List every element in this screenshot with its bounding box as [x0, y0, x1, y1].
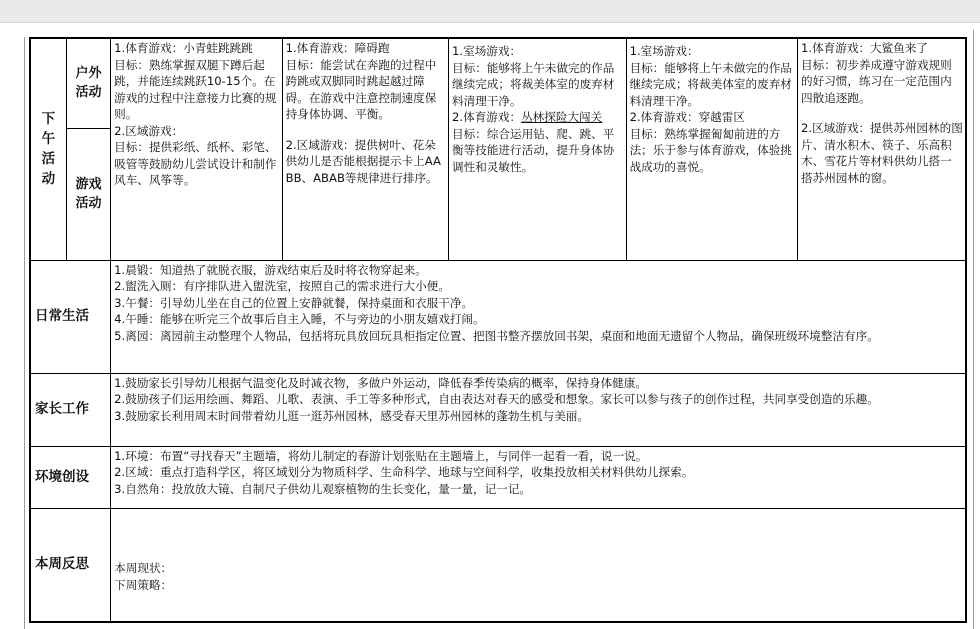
reflection-label: 本周反思	[30, 508, 111, 622]
environment-row	[30, 446, 966, 508]
outdoor-activity-label: 户外 活动	[66, 38, 110, 128]
afternoon-day-5: 1.体育游戏：大鲨鱼来了 目标：初步养成遵守游戏规则的好习惯，练习在一定范围内四散追逐跑。 2.区域游戏：提供苏州园林的图片、清水积木、筷子、乐高积木、雪花片等材料供幼儿搭一搭苏州园林的窗。	[798, 38, 966, 260]
jungle-game-link[interactable]: 丛林探险大闯关	[521, 110, 603, 124]
reflection-content	[111, 508, 966, 622]
afternoon-day-3: 1.室场游戏： 目标：能够将上午未做完的作品继续完成；将裁美体室的废弃材料清理干净。 2.体育游戏：丛林探险大闯关 目标：综合运用钻、爬、跳、平衡等技能进行活动，提升身体协调性和灵敏性。	[449, 38, 627, 260]
next-strategy-label: 下周策略：	[114, 577, 173, 592]
daily-life-content: 1.晨锻：知道热了就脱衣服，游戏结束后及时将衣物穿起来。 2.盥洗入厕：有序排队进入盥洗室，按照自己的需求进行大小便。 3.午餐：引导幼儿坐在自己的位置上安静就餐，保持桌面和衣服干净。 4.午睡：能够在听完三个故事后自主入睡，不与旁边的小朋友嬉戏打闹。 5.离园：离园前主动整理个人物品，包括将玩具放回玩具柜指定位置、把图书整齐摆放回书架，桌面和地面无遗留个人物品，确保班级环境整洁有序。	[111, 260, 966, 373]
parents-label: 家长工作	[30, 373, 111, 446]
afternoon-day-1: 1.体育游戏：小青蛙跳跳跳 目标：熟练掌握双腿下蹲后起跳，并能连续跳跃10-15个。在游戏的过程中注意接力比赛的规则。 2.区域游戏： 目标：提供彩纸、纸杯、彩笔、吸管等鼓励幼儿尝试设计和制作风车、风筝等。	[111, 38, 282, 260]
environment-label: 环境创设	[30, 446, 111, 508]
parents-row	[30, 373, 966, 446]
page-edge-right	[973, 30, 974, 629]
parents-content: 1.鼓励家长引导幼儿根据气温变化及时减衣物，多做户外运动，降低春季传染病的概率，保持身体健康。 2.鼓励孩子们运用绘画、舞蹈、儿歌、表演、手工等多种形式，自由表达对春天的感受和想象。家长可以参与孩子的创作过程，共同享受创造的乐趣。 3.鼓励家长利用周末时间带着幼儿逛一逛苏州园林，感受春天里苏州园林的蓬勃生机与美丽。	[111, 373, 966, 446]
weekly-plan-table	[29, 37, 967, 623]
page-edge-left	[24, 37, 25, 629]
current-status-label: 本周现状：	[114, 561, 173, 576]
game-activity-label: 游戏 活动	[66, 128, 110, 260]
afternoon-day-4: 1.室场游戏： 目标：能够将上午未做完的作品继续完成；将裁美体室的废弃材料清理干净。 2.体育游戏：穿越雷区 目标：熟练掌握匍匐前进的方法；乐于参与体育游戏，体验挑战成功的喜悦。	[626, 38, 797, 260]
daily-life-row	[30, 260, 966, 373]
toolbar-strip	[0, 0, 980, 23]
environment-content: 1.环境：布置“寻找春天”主题墙，将幼儿制定的春游计划张贴在主题墙上，与同伴一起看一看，说一说。 2.区域：重点打造科学区，将区域划分为物质科学、生命科学、地球与空间科学，收集投放相关材料供幼儿探索。 3.自然角：投放放大镜、自制尺子供幼儿观察植物的生长变化，量一量，记一记。	[111, 446, 966, 508]
afternoon-section-label: 下 午 活 动	[30, 38, 66, 260]
daily-life-label: 日常生活	[30, 260, 111, 373]
afternoon-outdoor-row	[30, 38, 966, 128]
reflection-row	[30, 508, 966, 622]
afternoon-day-2: 1.体育游戏：障碍跑 目标：能尝试在奔跑的过程中跨跳或双脚同时跳起越过障碍。在游戏中注意控制速度保持身体协调、平衡。 2.区域游戏：提供树叶、花朵供幼儿是否能根据提示卡上AABB、ABAB等规律进行排序。	[282, 38, 448, 260]
